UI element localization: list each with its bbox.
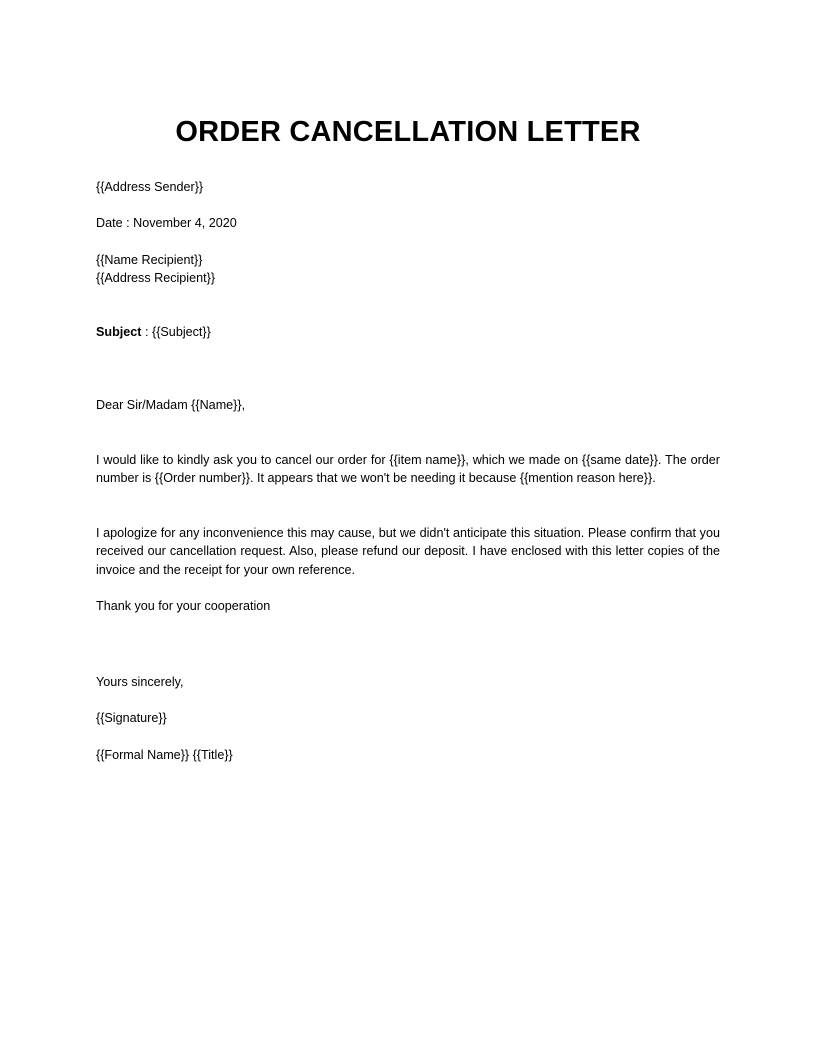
greeting: Dear Sir/Madam {{Name}}, <box>96 398 246 412</box>
thanks-line: Thank you for your cooperation <box>96 599 271 613</box>
address-recipient: {{Address Recipient}} <box>96 271 216 285</box>
address-sender: {{Address Sender}} <box>96 180 204 194</box>
subject-value: : {{Subject}} <box>141 325 211 339</box>
signature-placeholder: {{Signature}} <box>96 711 167 725</box>
subject-line <box>96 323 211 341</box>
formal-name-title: {{Formal Name}} {{Title}} <box>96 748 233 762</box>
name-recipient: {{Name Recipient}} <box>96 253 203 267</box>
document-title: ORDER CANCELLATION LETTER <box>175 116 641 148</box>
paragraph-request: I would like to kindly ask you to cancel our order for {{item name}}, which we made on {{same date}}. The order number is {{Order number}}. It appears that we won't be needing it because {{mention reason here}}. <box>96 453 720 486</box>
date-line: Date : November 4, 2020 <box>96 216 237 230</box>
paragraph-apology: I apologize for any inconvenience this may cause, but we didn't anticipate this situation. Please confirm that you received our cancellation request. Also, please refund our deposit. I have enclosed with this letter copies of the invoice and the receipt for your own reference. <box>96 526 720 577</box>
closing-line: Yours sincerely, <box>96 675 184 689</box>
subject-label: Subject <box>96 325 142 339</box>
